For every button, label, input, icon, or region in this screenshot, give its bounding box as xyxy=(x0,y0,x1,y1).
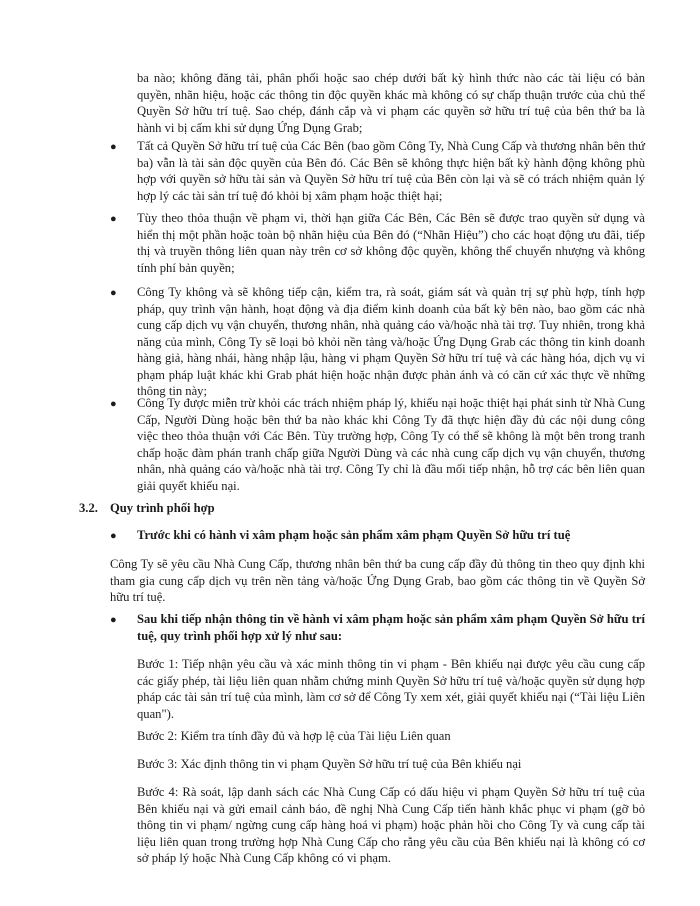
subheading-after-infringement: Sau khi tiếp nhận thông tin về hành vi xâm phạm hoặc sản phẩm xâm phạm Quyền Sở hữu trí tuệ, quy trình phối hợp xử lý như sau: xyxy=(137,612,645,643)
bullet-marker: ● xyxy=(110,213,117,225)
section-title: Quy trình phối hợp xyxy=(110,501,215,515)
bullet-marker: ● xyxy=(110,398,117,410)
bullet-marker: ● xyxy=(110,287,117,299)
bullet-marker: ● xyxy=(110,141,117,153)
step-4-paragraph: Bước 4: Rà soát, lập danh sách các Nhà Cung Cấp có dấu hiệu vi phạm Quyền Sở hữu trí tuệ của Bên khiếu nại và gửi email cảnh báo, đề nghị Nhà Cung Cấp tiến hành khắc phục vi phạm (gỡ bỏ thông tin vi phạm/ ngừng cung cấp hàng hoá vi phạm) hoặc phản hồi cho Công Ty và cung cấp tài liệu liên quan trong trường hợp Nhà Cung Cấp cho rằng yêu cầu của Bên khiếu nại là không có cơ sở pháp lý hoặc Nhà Cung Cấp không có vi phạm. xyxy=(137,785,645,865)
continuation-paragraph: ba nào; không đăng tải, phân phối hoặc sao chép dưới bất kỳ hình thức nào các tài liệu có bản quyền, nhãn hiệu, hoặc các thông tin độc quyền khác mà không có sự chấp thuận trước của chủ thể Quyền Sở hữu trí tuệ. Sao chép, đánh cắp và vi phạm các quyền sở hữu trí tuệ của bên thứ ba là hành vi bị cấm khi sử dụng Ứng Dụng Grab; xyxy=(137,71,645,135)
section-number: 3.2. xyxy=(79,501,98,515)
bullet-marker: ● xyxy=(110,530,117,542)
bullet-paragraph-1: Tất cả Quyền Sở hữu trí tuệ của Các Bên (bao gồm Công Ty, Nhà Cung Cấp và thương nhân bên thứ ba) vẫn là tài sản độc quyền của Bên đó. Các Bên sẽ không thực hiện bất kỳ hành động không phù hợp với quyền sở hữu tài sản và Quyền Sở hữu trí tuệ của Bên còn lại và sẽ có trách nhiệm quản lý hợp lý các tài sản trí tuệ đó khỏi bị xâm phạm hoặc thiệt hại; xyxy=(137,139,645,203)
step-2-paragraph: Bước 2: Kiểm tra tính đầy đủ và hợp lệ của Tài liệu Liên quan xyxy=(137,729,451,743)
bullet-paragraph-2: Tùy theo thỏa thuận về phạm vi, thời hạn giữa Các Bên, Các Bên sẽ được trao quyền sử dụng và hiển thị một phần hoặc toàn bộ nhãn hiệu của Bên đó (“Nhãn Hiệu”) cho các hoạt động ưu đãi, tiếp thị và truyền thông liên quan này trên cơ sở không độc quyền, không thể chuyển nhượng và không tính phí bản quyền; xyxy=(137,211,645,275)
bullet-paragraph-3: Công Ty không và sẽ không tiếp cận, kiểm tra, rà soát, giám sát và quản trị sự phù hợp, tính hợp pháp, quy trình vận hành, hoạt động và địa điểm kinh doanh của bất kỳ bên nào, bao gồm các nhà cung cấp dịch vụ vận chuyển, thương nhân, nhà quảng cáo và/hoặc nhà tài trợ. Tuy nhiên, trong khả năng của mình, Công Ty sẽ loại bỏ khỏi nền tảng và/hoặc Ứng Dụng Grab các thông tin kinh doanh hàng giả, hàng nhái, hàng nhập lậu, hàng vi phạm Quyền Sở hữu trí tuệ và các hàng hóa, dịch vụ vi phạm pháp luật khác khi Grab phát hiện hoặc nhận được phản ánh và có căn cứ xác thực về những thông tin này; xyxy=(137,285,645,398)
bullet-marker: ● xyxy=(110,614,117,626)
subheading-before-infringement: Trước khi có hành vi xâm phạm hoặc sản phẩm xâm phạm Quyền Sở hữu trí tuệ xyxy=(137,528,571,542)
step-3-paragraph: Bước 3: Xác định thông tin vi phạm Quyền Sở hữu trí tuệ của Bên khiếu nại xyxy=(137,757,522,771)
bullet-paragraph-4: Công Ty được miễn trừ khỏi các trách nhiệm pháp lý, khiếu nại hoặc thiệt hại phát sinh từ Nhà Cung Cấp, Người Dùng hoặc bên thứ ba nào khác khi Công Ty đã thực hiện đầy đủ các nội dung công việc theo thỏa thuận với Các Bên. Tùy trường hợp, Công Ty có thể sẽ không là một bên trong tranh chấp hoặc đàm phán tranh chấp giữa Người Dùng và các nhà cung cấp dịch vụ vận chuyển, thương nhân, nhà quảng cáo và/hoặc nhà tài trợ. Công Ty chỉ là đầu mối tiếp nhận, hỗ trợ các bên liên quan giải quyết khiếu nại. xyxy=(137,396,645,493)
subsection-body-paragraph: Công Ty sẽ yêu cầu Nhà Cung Cấp, thương nhân bên thứ ba cung cấp đầy đủ thông tin theo quy định khi tham gia cung cấp dịch vụ trên nền tảng và/hoặc Ứng Dụng Grab, bao gồm các thông tin về Quyền Sở hữu trí tuệ. xyxy=(110,557,645,604)
step-1-paragraph: Bước 1: Tiếp nhận yêu cầu và xác minh thông tin vi phạm - Bên khiếu nại được yêu cầu cung cấp các giấy phép, tài liệu liên quan nhằm chứng minh Quyền Sở hữu trí tuệ và/hoặc quyền sử dụng hợp pháp các tài sản trí tuệ của mình, làm cơ sở để Công Ty xem xét, giải quyết khiếu nại (“Tài liệu Liên quan"). xyxy=(137,657,645,721)
